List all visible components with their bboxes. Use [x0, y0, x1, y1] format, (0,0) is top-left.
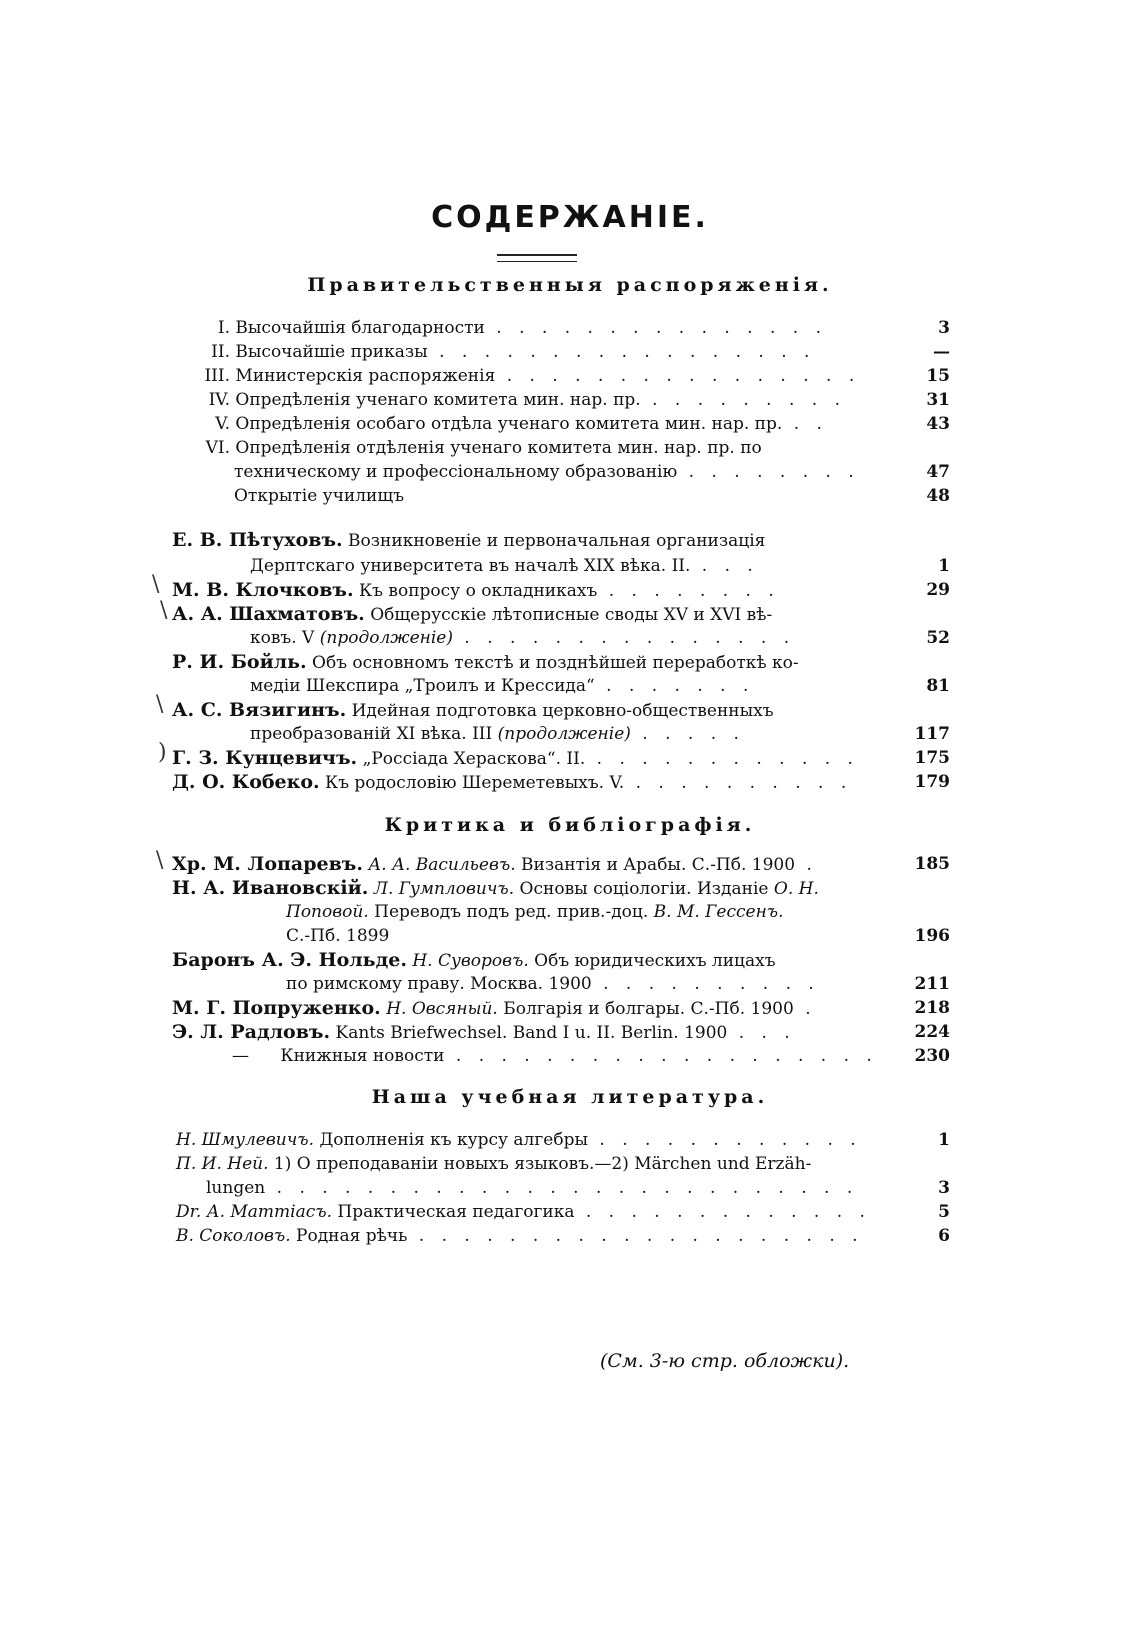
article-entry[interactable]: Г. З. Кунцевичъ. „Россіада Хераскова“. II. . . . . . . . . . . . .	[172, 747, 859, 769]
critique-entry[interactable]: Хр. М. Лопаревъ. А. А. Васильевъ. Византія и Арабы. С.-Пб. 1900 .	[172, 853, 818, 875]
article-entry[interactable]: А. А. Шахматовъ. Общерусскіе лѣтописные своды XV и XVI вѣ-	[172, 603, 773, 625]
toc-entry[interactable]: IV. Опредѣленія ученаго комитета мин. нар. пр. . . . . . . . . .	[208, 390, 846, 410]
edu-entry[interactable]: Н. Шмулевичъ. Дополненія къ курсу алгебры . . . . . . . . . . . .	[176, 1130, 862, 1150]
article-author: Е. В. Пѣтуховъ.	[172, 529, 343, 551]
page-number: 179	[914, 772, 950, 792]
article-continuation: медіи Шекспира „Троилъ и Крессида“ . . . . . . .	[250, 676, 755, 696]
critique-entry[interactable]: Н. А. Ивановскій. Л. Гумпловичъ. Основы соціологіи. Изданіе О. Н.	[172, 877, 819, 899]
page-number: 15	[926, 366, 950, 386]
critique-entry[interactable]: — Книжныя новости . . . . . . . . . . . . . . . . . . .	[232, 1046, 878, 1066]
section-heading-gov: Правительственныя распоряженія.	[307, 274, 833, 296]
edu-continuation: lungen . . . . . . . . . . . . . . . . . . . . . . . . . .	[206, 1178, 859, 1198]
article-continuation: Дерптскаго университета въ началѣ XIX вѣка. II. . . .	[250, 556, 759, 576]
page-number: 47	[926, 462, 950, 482]
critique-entry[interactable]: Баронъ А. Э. Нольде. Н. Суворовъ. Объ юридическихъ лицахъ	[172, 949, 776, 971]
page-number: 3	[938, 1178, 950, 1198]
article-entry[interactable]: Д. О. Кобеко. Къ родословію Шереметевыхъ. V. . . . . . . . . . .	[172, 771, 853, 793]
article-continuation: ковъ. V (продолженіе) . . . . . . . . . . . . . . .	[250, 628, 796, 648]
margin-mark: )	[158, 740, 167, 765]
page-number: 185	[914, 854, 950, 874]
page-title: СОДЕРЖАНІЕ.	[431, 200, 709, 235]
page-number: —	[933, 342, 950, 362]
page-number: 1	[938, 1130, 950, 1150]
toc-entry[interactable]: III. Министерскія распоряженія . . . . . . . . . . . . . . . .	[204, 366, 861, 386]
cover-reference-note: (См. 3-ю стр. обложки).	[600, 1350, 850, 1372]
page-number: 117	[914, 724, 950, 744]
title-divider	[497, 254, 577, 262]
edu-entry[interactable]: П. И. Ней. 1) О преподаваніи новыхъ языковъ.—2) Märchen und Erzäh-	[176, 1154, 812, 1174]
critique-continuation: Поповой. Переводъ подъ ред. прив.-доц. В. М. Гессенъ.	[286, 902, 784, 922]
page-number: 5	[938, 1202, 950, 1222]
article-continuation: преобразованій XI вѣка. III (продолженіе) . . . . .	[250, 724, 745, 744]
page-number: 43	[926, 414, 950, 434]
page-number: 196	[914, 926, 950, 946]
toc-entry[interactable]: V. Опредѣленія особаго отдѣла ученаго комитета мин. нар. пр. . .	[215, 414, 828, 434]
page-number: 29	[926, 580, 950, 600]
page-number: 224	[914, 1022, 950, 1042]
toc-entry[interactable]: Открытіе училищъ	[234, 486, 405, 506]
article-entry[interactable]: Е. В. Пѣтуховъ. Возникновеніе и первоначальная организація	[172, 529, 766, 551]
page-number: 81	[926, 676, 950, 696]
critique-continuation: С.-Пб. 1899	[286, 926, 390, 946]
critique-continuation: по римскому праву. Москва. 1900 . . . . . . . . . .	[286, 974, 820, 994]
margin-mark: \	[156, 848, 164, 873]
toc-entry-continuation: техническому и профессіональному образованію . . . . . . . .	[234, 462, 860, 482]
section-heading-crit: Критика и библіографія.	[384, 814, 756, 836]
article-entry[interactable]: М. В. Клочковъ. Къ вопросу о окладникахъ . . . . . . . .	[172, 579, 780, 601]
page-number: 211	[914, 974, 950, 994]
toc-entry[interactable]: II. Высочайшіе приказы . . . . . . . . . . . . . . . . .	[211, 342, 816, 362]
margin-mark: \	[152, 572, 160, 597]
page-number: 48	[926, 486, 950, 506]
page-number: 31	[926, 390, 950, 410]
edu-entry[interactable]: Dr. А. Маттіасъ. Практическая педагогика . . . . . . . . . . . . .	[176, 1202, 871, 1222]
article-entry[interactable]: Р. И. Бойль. Объ основномъ текстѣ и позднѣйшей переработкѣ ко-	[172, 651, 799, 673]
critique-entry[interactable]: М. Г. Попруженко. Н. Овсяный. Болгарія и болгары. С.-Пб. 1900 .	[172, 997, 817, 1019]
edu-entry[interactable]: В. Соколовъ. Родная рѣчь . . . . . . . . . . . . . . . . . . . .	[176, 1226, 864, 1246]
page-number: 52	[926, 628, 950, 648]
page-number: 3	[938, 318, 950, 338]
page-number: 175	[914, 748, 950, 768]
section-heading-edu: Наша учебная литература.	[371, 1086, 769, 1108]
margin-mark: \	[160, 598, 168, 623]
article-entry[interactable]: А. С. Вязигинъ. Идейная подготовка церковно-общественныхъ	[172, 699, 774, 721]
critique-entry[interactable]: Э. Л. Радловъ. Kants Briefwechsel. Band I u. II. Berlin. 1900 . . .	[172, 1021, 796, 1043]
page-number: 6	[938, 1226, 950, 1246]
page-number: 230	[914, 1046, 950, 1066]
margin-mark: \	[156, 692, 164, 717]
page-number: 218	[914, 998, 950, 1018]
toc-entry[interactable]: VI. Опредѣленія отдѣленія ученаго комитета мин. нар. пр. по	[205, 438, 762, 458]
toc-entry[interactable]: I. Высочайшія благодарности . . . . . . . . . . . . . . .	[217, 318, 828, 338]
page-number: 1	[938, 556, 950, 576]
